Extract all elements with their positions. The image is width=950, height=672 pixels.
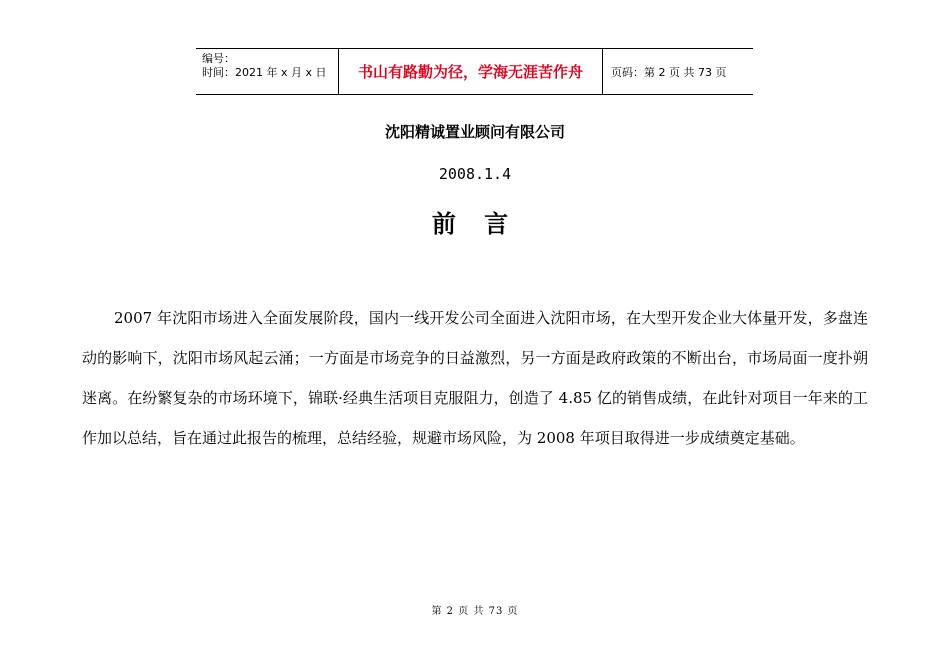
page-footer: 第 2 页 共 73 页 — [431, 606, 519, 617]
time-label: 时间：2021 年 x 月 x 日 — [202, 66, 327, 79]
page-info: 页码：第 2 页 共 73 页 — [611, 65, 727, 79]
header-table — [196, 48, 753, 95]
company-name: 沈阳精诚置业顾问有限公司 — [384, 123, 565, 141]
code-label: 编号： — [202, 52, 235, 65]
body-paragraph: 2007 年沈阳市场进入全面发展阶段，国内一线开发公司全面进入沈阳市场，在大型开发企业大体量开发，多盘连动的影响下，沈阳市场风起云涌；一方面是市场竞争的日益激烈，另一方面是政府政策的不断出台，市场局面一度扑朔迷离。在纷繁复杂的市场环境下，锦联·经典生活项目克服阻力，创造了 4.85 亿的销售成绩，在此针对项目一年来的工作加以总结，旨在通过此报告的梳理，总结经验，规避市场风险，为 2008 年项目取得进一步成绩奠定基础。 — [82, 309, 868, 447]
motto: 书山有路勤为径，学海无涯苦作舟 — [338, 49, 603, 94]
document-date: 2008.1.4 — [438, 165, 512, 183]
section-heading: 前 言 — [431, 210, 519, 238]
header-meta-cell — [196, 49, 338, 94]
